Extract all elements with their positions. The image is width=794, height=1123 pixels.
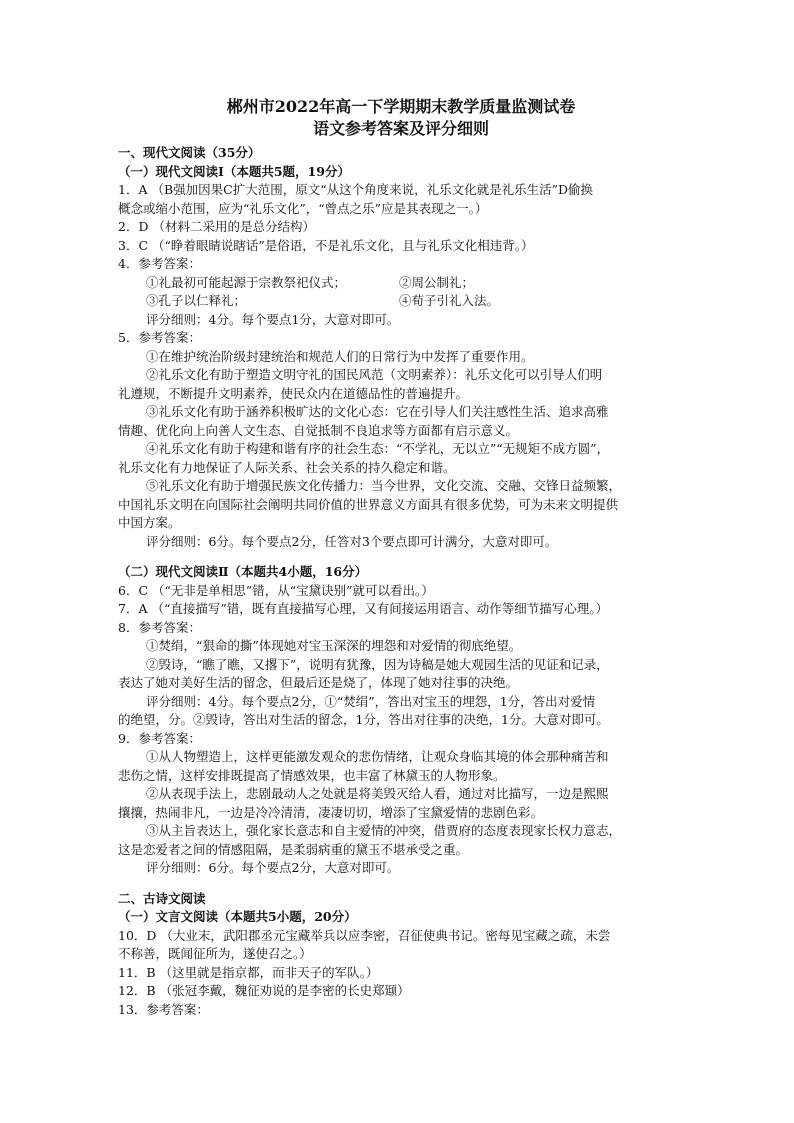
answer-q4-points-row1	[118, 274, 684, 293]
answer-sheet-page	[118, 96, 684, 1019]
answer-q11: 11．B （这里就是指京都，而非天子的军队。）	[118, 964, 379, 980]
answer-q1-line2: 概念或缩小范围，应为“礼乐文化”，“曾点之乐”应是其表现之一。）	[118, 200, 488, 216]
answer-q5-point-2a: ②礼乐文化有助于塑造文明守礼的国民风范（文明素养）：礼乐文化可以引导人们明	[146, 367, 603, 382]
subsection-heading-classical-prose: （一）文言文阅读（本题共5小题，20分）	[118, 909, 357, 924]
answer-q9-point-3a: ③从主旨表达上，强化家长意志和自主爱情的冲突，借贾府的态度表现家长权力意志，	[146, 823, 622, 838]
answer-q5-label: 5．参考答案：	[118, 330, 201, 345]
answer-q8-point-1: ①焚绢，“狠命的撕”体现她对宝玉深深的埋怨和对爱情的彻底绝望。	[146, 638, 522, 653]
answer-q12: 12．B （张冠李戴，魏征劝说的是李密的长史郑颋）	[118, 983, 410, 998]
answer-q4-points-row2	[118, 292, 684, 311]
answer-q4-point: ④荀子引礼入法。	[399, 293, 500, 308]
answer-q7: 7．A （“直接描写”错，既有直接描写心理，又有间接运用语言、动作等细节描写心理。）	[118, 601, 608, 616]
scoring-rule-q4: 评分细则：4分。每个要点1分，大意对即可。	[146, 311, 400, 327]
answer-q5-point-5b: 中国礼乐文明在向国际社会阐明共同价值的世界意义方面具有很多优势，可为未来文明提供	[118, 496, 619, 512]
answer-q9-point-1b: 悲伤之情，这样安排既提高了情感效果，也丰富了林黛玉的人物形象。	[118, 767, 506, 783]
answer-q2: 2．D （材料二采用的是总分结构）	[118, 219, 315, 234]
answer-q3: 3．C （“睁着眼睛说瞎话”是俗语，不是礼乐文化，且与礼乐文化相违背。）	[118, 237, 534, 253]
answer-q5-point-3a: ③礼乐文化有助于涵养积极旷达的文化心态：它在引导人们关注感性生活、追求高雅	[146, 404, 609, 419]
answer-q4-label: 4．参考答案：	[118, 256, 201, 271]
answer-q13-label: 13．参考答案：	[118, 1001, 209, 1017]
scoring-rule-q8a: 评分细则：4分。每个要点2分，①“焚绢”，答出对宝玉的埋怨，1分，答出对爱情	[146, 693, 596, 709]
document-subtitle: 语文参考答案及评分细则	[312, 119, 489, 138]
answer-q5-point-2b: 礼遵规，不断提升文明素养，使民众内在道德品性的普遍提升。	[118, 385, 469, 401]
answer-q5-point-5c: 中国方案。	[118, 515, 181, 530]
answer-q6: 6．C （“无非是单相思”错，从“宝黛诀别”就可以看出。）	[118, 582, 434, 598]
answer-q10-line1: 10．D （大业末，武阳郡丞元宝藏举兵以应李密，召征使典书记。密每见宝藏之疏，未尝	[118, 927, 611, 943]
answer-q5-point-4a: ④礼乐文化有助于构建和谐有序的社会生态：“不学礼，无以立”“无规矩不成方圆”，	[146, 441, 610, 456]
spacer	[118, 551, 684, 563]
subsection-heading-reading-1: （一）现代文阅读Ⅰ（本题共5题，19分）	[118, 163, 350, 179]
document-title: 郴州市2022年高一下学期期末教学质量监测试卷	[226, 97, 576, 116]
answer-q9-point-2a: ②从表现手法上，悲剧最动人之处就是将美毁灭给人看，通过对比描写，一边是熙熙	[146, 786, 609, 801]
answer-q5-point-3b: 情趣、优化向上向善人文生态、自觉抵制不良追求等方面都有启示意义。	[118, 422, 519, 438]
answer-q9-label: 9．参考答案：	[118, 730, 201, 746]
answer-q4-point: ②周公制礼；	[399, 274, 475, 290]
answer-q9-point-3b: 这是恋爱者之间的情感阻隔，是柔弱病重的黛玉不堪承受之重。	[118, 841, 469, 857]
answer-q9-point-2b: 攘攘，热闹非凡，一边是冷冷清清，凄凄切切，增添了宝黛爱情的悲剧色彩。	[118, 804, 544, 820]
section-heading-modern-reading: 一、现代文阅读（35分）	[118, 145, 261, 160]
answer-q4-point: ③孔子以仁释礼；	[146, 293, 247, 308]
answer-q10-line2: 不称善，既闻征所为，遂使召之。）	[118, 946, 312, 961]
answer-q4-point: ①礼最初可能起源于宗教祭祀仪式；	[146, 274, 347, 290]
answer-q8-point-2b: 表达了她对美好生活的留念，但最后还是烧了，体现了她对往事的决绝。	[118, 675, 519, 690]
scoring-rule-q8b: 的绝望，分。②毁诗，答出对生活的留念，1分，答出对往事的决绝，1分。大意对即可。	[118, 712, 609, 727]
section-heading-classical-reading: 二、古诗文阅读	[118, 890, 206, 906]
answer-q9-point-1a: ①从人物塑造上，这样更能激发观众的悲伤情绪，让观众身临其境的体会那种痛苦和	[146, 749, 609, 764]
answer-q1-line1: 1．A （B强加因果C扩大范围，原文“从这个角度来说，礼乐文化就是礼乐生活”D偷换	[118, 182, 594, 197]
answer-q5-point-1: ①在维护统治阶级封建统治和规范人们的日常行为中发挥了重要作用。	[146, 348, 534, 364]
spacer	[118, 878, 684, 890]
answer-q8-label: 8．参考答案：	[118, 619, 201, 635]
answer-q5-point-5a: ⑤礼乐文化有助于增强民族文化传播力：当今世界，文化交流、交融、交锋日益频繁，	[146, 478, 622, 493]
scoring-rule-q5: 评分细则：6分。每个要点2分，任答对3个要点即可计满分，大意对即可。	[146, 533, 558, 549]
scoring-rule-q9: 评分细则：6分。每个要点2分，大意对即可。	[146, 860, 400, 875]
subsection-heading-reading-2: （二）现代文阅读Ⅱ（本题共4小题，16分）	[118, 564, 368, 579]
answer-q5-point-4b: 礼乐文化有力地保证了人际关系、社会关系的持久稳定和谐。	[118, 459, 456, 475]
answer-q8-point-2a: ②毁诗，“瞧了瞧，又撂下”，说明有犹豫，因为诗稿是她大观园生活的见证和记录，	[146, 656, 609, 672]
